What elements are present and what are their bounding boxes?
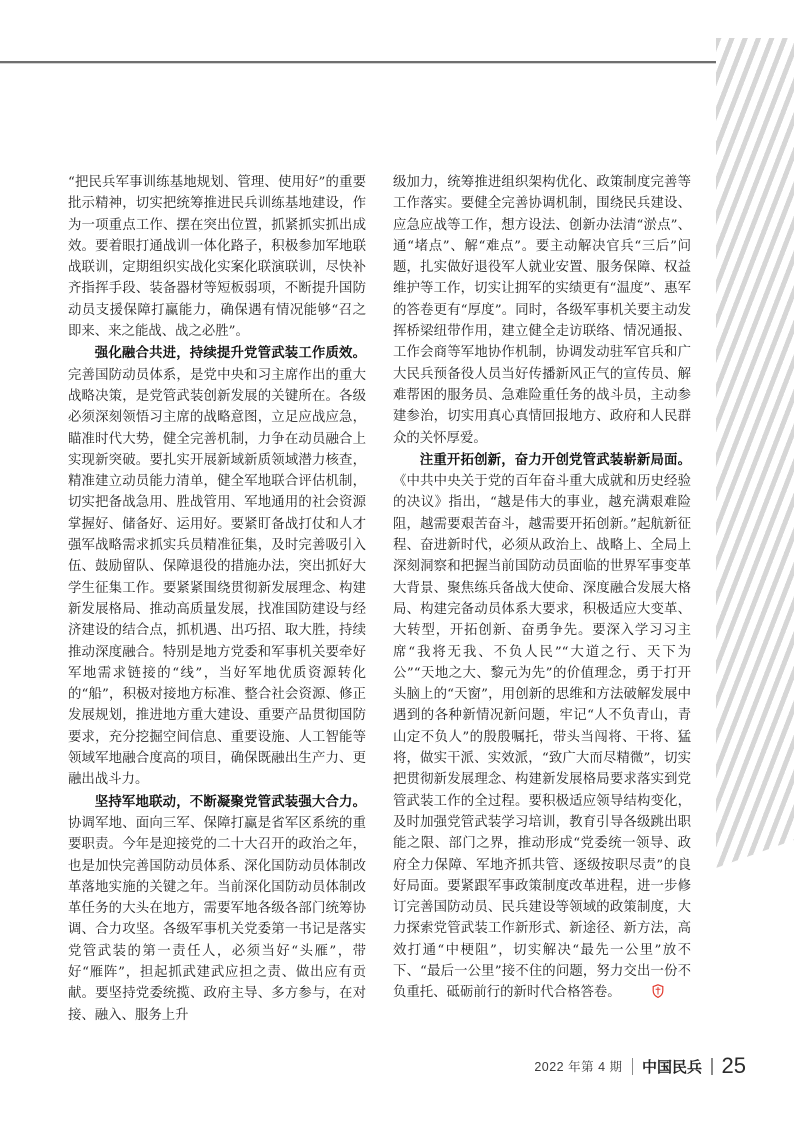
article-column-left (68, 172, 366, 1026)
article-column-right (393, 172, 691, 1006)
footer-separator (711, 1058, 713, 1075)
footer-page-number: 25 (721, 1053, 746, 1078)
paragraph-continuation: “把民兵军事训练基地规划、管理、使用好”的重要批示精神，切实把统筹推进民兵训练基地建设，作为一项重点工作、摆在突出位置，抓紧抓实抓出成效。要着眼打通战训一体化路子，积极参加军地联战联训，定期组织实战化实案化联演联训，尽快补齐指挥手段、装备器材等短板弱项，不断提升国防动员支援保障打赢能力，确保遇有情况能够“召之即来、来之能战、战之必胜”。 (68, 175, 366, 340)
diagonal-stripes-decoration (716, 38, 794, 868)
paragraph (393, 449, 691, 1006)
paragraph-body: 《中共中央关于党的百年奋斗重大成就和历史经验的决议》指出，“越是伟大的事业，越充满艰难险阻，越需要艰苦奋斗，越需要开拓创新。”起航新征程、奋进新时代，必须从政治上、战略上、全局上深刻洞察和把握当前国防动员面临的世界军事变革大背景、聚焦练兵备战大使命、深度融合发展大格局、构建完备动员体系大要求，积极适应大变革、大转型，开拓创新、奋勇争先。要深入学习习主席“我将无我、不负人民”“大道之行、天下为公”“天地之大、黎元为先”的价值理念，勇于打开头脑上的“天窗”，用创新的思维和方法破解发展中遇到的各种新情况新问题，牢记“人不负青山，青山定不负人”的殷殷嘱托，带头当闯将、干将、猛将，做实干派、实效派，“致广大而尽精微”，切实把贯彻新发展理念、构建新发展格局要求落实到党管武装工作的全过程。要积极适应领导结构变化，及时加强党管武装学习培训，教育引导各级跳出职能之限、部门之界，推动形成“党委统一领导、政府全力保障、军地齐抓共管、逐级按职尽责”的良好局面。要紧跟军事政策制度改革进程，进一步修订完善国防动员、民兵建设等领域的政策制度，大力探索党管武装工作新形式、新途径、新方法，高效打通“中梗阻”，切实解决“最先一公里”放不下、“最后一公里”接不住的问题，努力交出一份不负重托、砥砺前行的新时代合格答卷。 (393, 474, 691, 1001)
paragraph-lead-sentence: 坚持军地联动，不断凝聚党管武装强大合力。 (94, 793, 366, 809)
footer (534, 1053, 746, 1079)
paragraph (68, 342, 366, 790)
footer-magazine-title: 中国民兵 (642, 1058, 703, 1076)
paragraph-continuation: 级加力，统筹推进组织架构优化、政策制度完善等工作落实。要健全完善协调机制，围绕民兵建设、应急应战等工作，想方设法、创新办法清“淤点”、通“堵点”、解“难点”。要主动解决官兵“三后”问题，扎实做好退役军人就业安置、服务保障、权益维护等工作，切实让拥军的实绩更有“温度”、惠军的答卷更有“厚度”。同时，各级军事机关要主动发挥桥梁纽带作用，建立健全走访联络、情况通报、工作会商等军地协作机制，协调发动驻军官兵和广大民兵预备役人员当好传播新风正气的宣传员、解难帮困的服务员、急难险重任务的战斗员，主动参建参治，切实用真心真情回报地方、政府和人民群众的关怀厚爱。 (393, 175, 691, 446)
header-rule (0, 61, 716, 63)
footer-separator (632, 1058, 634, 1075)
paragraph (68, 791, 366, 1026)
paragraph-lead-sentence: 强化融合共进，持续提升党管武装工作质效。 (94, 345, 366, 361)
paragraph-body: 协调军地、面向三军、保障打赢是省军区系统的重要职责。今年是迎接党的二十大召开的政治之年，也是加快完善国防动员体系、深化国防动员体制改革落地实施的关键之年。当前深化国防动员体制改革任务的大头在地方，需要军地各级各部门统筹协调、合力攻坚。各级军事机关党委第一书记是落实党管武装的第一责任人，必须当好“头雁”，带好“雁阵”，担起抓武建武应担之责、做出应有贡献。要坚持党委统揽、政府主导、多方参与，在对接、融入、服务上升 (68, 815, 366, 1023)
article-end-shield-icon (626, 984, 665, 1005)
paragraph-lead-sentence: 注重开拓创新，奋力开创党管武装崭新局面。 (419, 451, 691, 467)
footer-issue: 2022 年第 4 期 (534, 1060, 623, 1074)
paragraph-body: 完善国防动员体系，是党中央和习主席作出的重大战略决策，是党管武装创新发展的关键所在。各级必须深刻领悟习主席的战略意图，立足应战应急，瞄准时代大势，健全完善机制，力争在动员融合上实现新突破。要扎实开展新域新质领域潜力核查，精准建立动员能力清单，健全军地联合评估机制，切实把备战急用、胜战管用、军地通用的社会资源掌握好、储备好、运用好。要紧盯备战打仗和人才强军战略需求抓实兵员精准征集，及时完善吸引入伍、鼓励留队、保障退役的措施办法，突出抓好大学生征集工作。要紧紧围绕贯彻新发展理念、构建新发展格局、推动高质量发展，找准国防建设与经济建设的结合点，抓机遇、出巧招、取大胜，持续推动深度融合。特别是地方党委和军事机关要牵好军地需求链接的“线”，当好军地优质资源转化的“船”，积极对接地方标准、整合社会资源、修正发展规划，推进地方重大建设、重要产品贯彻国防要求，充分挖掘空间信息、重要设施、人工智能等领域军地融合度高的项目，确保既融出生产力、更融出战斗力。 (68, 367, 366, 788)
